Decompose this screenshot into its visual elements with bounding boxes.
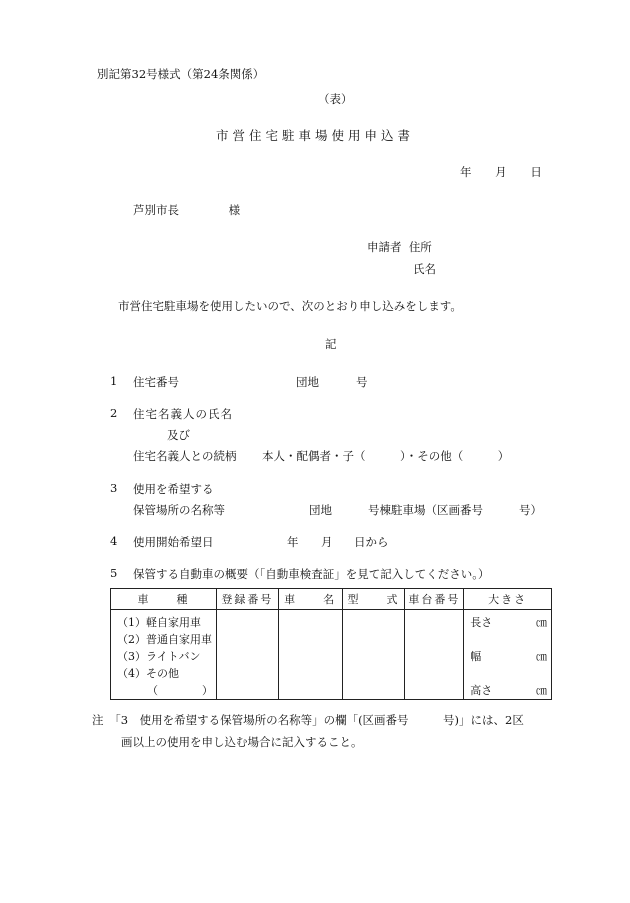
vehicle-table [110, 588, 552, 700]
item3-parking: 号棟駐車場（区画番号 [368, 503, 483, 517]
addressee-name: 芦別市長 [133, 203, 179, 217]
note-line-1: 注 「3 使用を希望する保管場所の名称等」の欄「(区画番号 号)」には、2区 [92, 713, 524, 727]
item5-number: 5 [110, 566, 118, 580]
item3-number: 3 [110, 481, 118, 495]
item1-number: 1 [110, 374, 118, 388]
item2-number: 2 [110, 406, 118, 420]
chassis-number-cell[interactable] [405, 610, 464, 700]
side-indicator: （表） [318, 92, 353, 106]
addressee-line [133, 202, 240, 218]
car-type-cell [111, 610, 217, 700]
size-cell [464, 610, 552, 700]
item3-label-line1: 使用を希望する [133, 482, 214, 496]
car-type-other-blank: （ ） [147, 684, 213, 697]
item1-go: 号 [356, 375, 368, 389]
size-length-row [470, 614, 547, 631]
registration-number-cell[interactable] [216, 610, 278, 700]
date-month-label: 月 [495, 165, 507, 179]
item3-go-close: 号） [519, 503, 542, 517]
item4-from: 日から [354, 535, 389, 549]
addressee-honorific: 様 [228, 203, 241, 217]
date-line [460, 164, 542, 180]
applicant-label: 申請者 [367, 240, 402, 254]
item3-label-line2: 保管場所の名称等 [133, 503, 225, 517]
item4-month: 月 [321, 535, 333, 549]
item4-number: 4 [110, 534, 118, 548]
address-label: 住所 [408, 240, 432, 254]
note-line-2: 画以上の使用を申し込む場合に記入すること。 [121, 735, 363, 749]
car-name-cell[interactable] [278, 610, 342, 700]
header-car-name: 車 名 [278, 589, 342, 610]
applicant-address-line [367, 239, 432, 255]
header-car-type: 車 種 [111, 589, 217, 610]
item4-label: 使用開始希望日 [133, 535, 214, 549]
size-width-label: 幅 [470, 650, 482, 663]
item1-label: 住宅番号 [133, 375, 179, 389]
header-registration-number: 登録番号 [216, 589, 278, 610]
applicant-name-label: 氏名 [413, 262, 436, 276]
item2-oyobi: 及び [167, 428, 190, 442]
item3-danchi: 団地 [309, 503, 332, 517]
item1-danchi: 団地 [296, 375, 319, 389]
item2-label: 住宅名義人の氏名 [133, 407, 233, 421]
item2-relation-label: 住宅名義人との続柄 [133, 449, 237, 463]
model-cell[interactable] [342, 610, 405, 700]
size-length-label: 長さ [470, 616, 493, 629]
date-day-label: 日 [530, 165, 542, 179]
item4-year: 年 [287, 535, 299, 549]
intro-text: 市営住宅駐車場を使用したいので、次のとおり申し込みをします。 [118, 299, 462, 313]
header-model: 型 式 [342, 589, 405, 610]
form-number-label: 別記第32号様式（第24条関係） [97, 67, 265, 81]
vehicle-table-entry-row [111, 610, 552, 700]
size-length-unit: ㎝ [536, 616, 547, 629]
item2-relation-options: 本人・配偶者・子（ ）・その他（ ） [262, 449, 510, 463]
car-type-option: （3）ライトバン [117, 650, 201, 663]
item5-label: 保管する自動車の概要（「自動車検査証」を見て記入してください。） [133, 567, 490, 581]
size-height-label: 高さ [470, 684, 493, 697]
header-chassis-number: 車台番号 [405, 589, 464, 610]
document-title: 市営住宅駐車場使用申込書 [215, 128, 414, 143]
size-height-unit: ㎝ [536, 684, 547, 697]
car-type-option: （2）普通自家用車 [117, 633, 212, 646]
vehicle-table-header-row [111, 589, 552, 610]
size-height-row [470, 682, 547, 699]
ki-heading: 記 [325, 337, 337, 351]
header-size: 大きさ [464, 589, 552, 610]
date-year-label: 年 [460, 165, 472, 179]
size-width-row [470, 648, 547, 665]
car-type-option: （1）軽自家用車 [117, 616, 201, 629]
size-width-unit: ㎝ [536, 650, 547, 663]
car-type-option: （4）その他 [117, 667, 179, 680]
